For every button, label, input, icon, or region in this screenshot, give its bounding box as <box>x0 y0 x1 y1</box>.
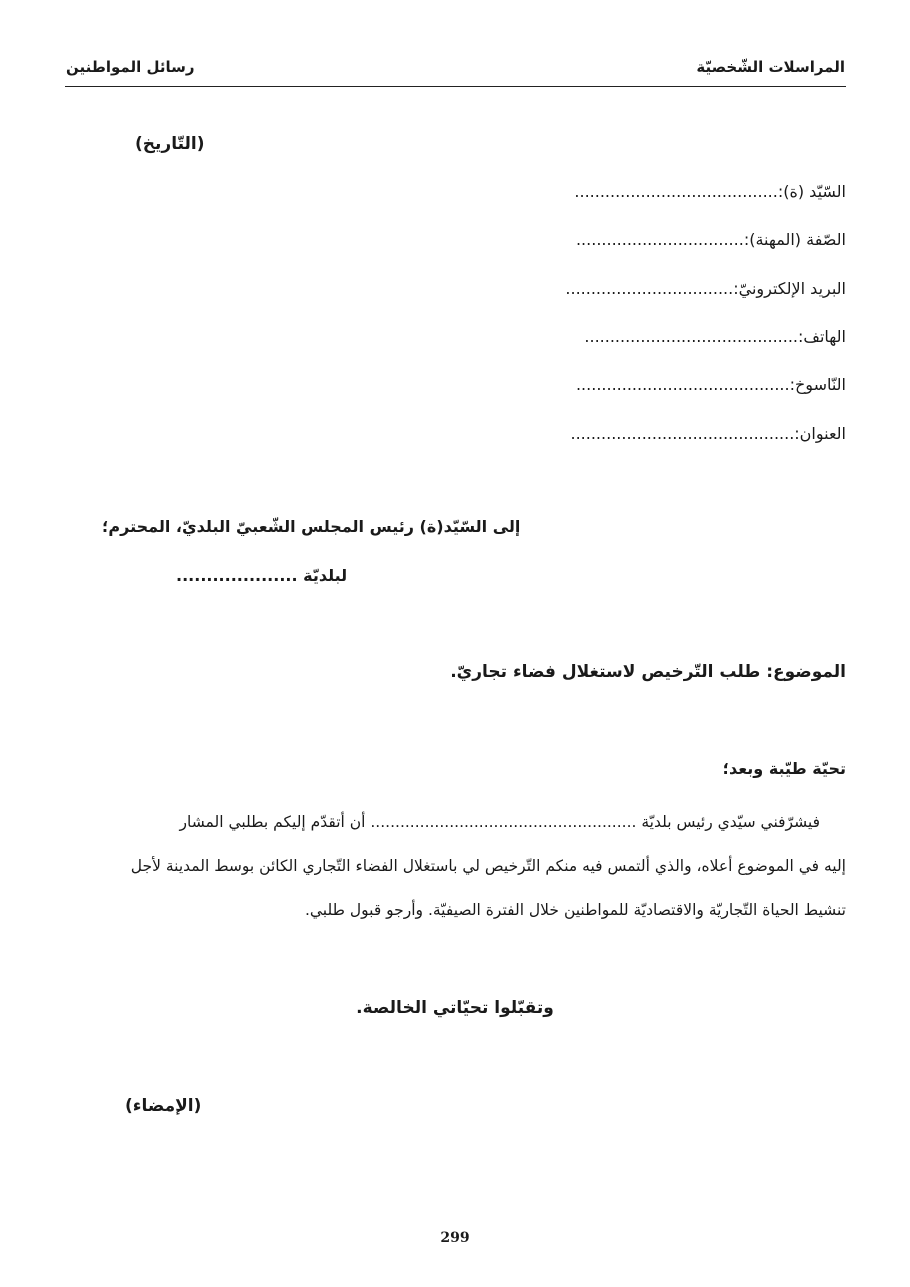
signature-placeholder: (الإمضاء) <box>125 1096 202 1116</box>
field-phone <box>584 327 846 346</box>
field-profession <box>576 230 846 249</box>
running-header-right: المراسلات الشّخصيّة <box>696 58 845 76</box>
field-phone-dots: .......................................... <box>584 327 799 346</box>
running-header-left: رسائل المواطنين <box>66 58 195 76</box>
field-email-dots: ................................. <box>565 279 734 298</box>
field-address <box>571 424 847 443</box>
letter-body <box>65 800 846 932</box>
field-fax-label: النّاسوخ: <box>789 375 846 394</box>
header-divider <box>65 86 846 87</box>
letter-subject: الموضوع: طلب التّرخيص لاستغلال فضاء تجاريّ. <box>450 662 846 682</box>
field-name-label: السّيّد (ة): <box>777 182 846 201</box>
closing-salutation: وتقبّلوا تحيّاتي الخالصة. <box>356 998 554 1018</box>
field-address-label: العنوان: <box>794 424 846 443</box>
field-name-dots: ........................................ <box>574 182 778 201</box>
recipient-line: إلى السّيّد(ة) رئيس المجلس الشّعبيّ البلديّ، المحترم؛ <box>102 517 521 536</box>
field-fax <box>576 375 846 394</box>
body-line-1: فيشرّفني سيّدي رئيس بلديّة ...................................................... أن أتقدّم إليكم بطلبي المشار <box>179 813 820 831</box>
field-email <box>565 279 846 298</box>
field-email-label: البريد الإلكترونيّ: <box>733 279 846 298</box>
page-number: 299 <box>440 1230 470 1246</box>
body-line-3: تنشيط الحياة التّجاريّة والاقتصاديّة للمواطنين خلال الفترة الصيفيّة. وأرجو قبول طلبي. <box>304 901 846 919</box>
field-phone-label: الهاتف: <box>798 327 846 346</box>
greeting: تحيّة طيّبة وبعد؛ <box>722 759 846 778</box>
field-name <box>574 182 846 201</box>
field-fax-dots: .......................................... <box>575 375 790 394</box>
field-profession-dots: ................................. <box>575 230 744 249</box>
date-placeholder: (التّاريخ) <box>135 134 205 154</box>
field-profession-label: الصّفة (المهنة): <box>743 230 846 249</box>
body-line-2: إليه في الموضوع أعلاه، والذي ألتمس فيه منكم التّرخيص لي باستغلال الفضاء التّجاري الكائن بوسط المدينة لأجل <box>130 857 846 875</box>
municipality-line: لبلديّة .................... <box>176 566 348 585</box>
field-address-dots: ............................................ <box>570 424 795 443</box>
